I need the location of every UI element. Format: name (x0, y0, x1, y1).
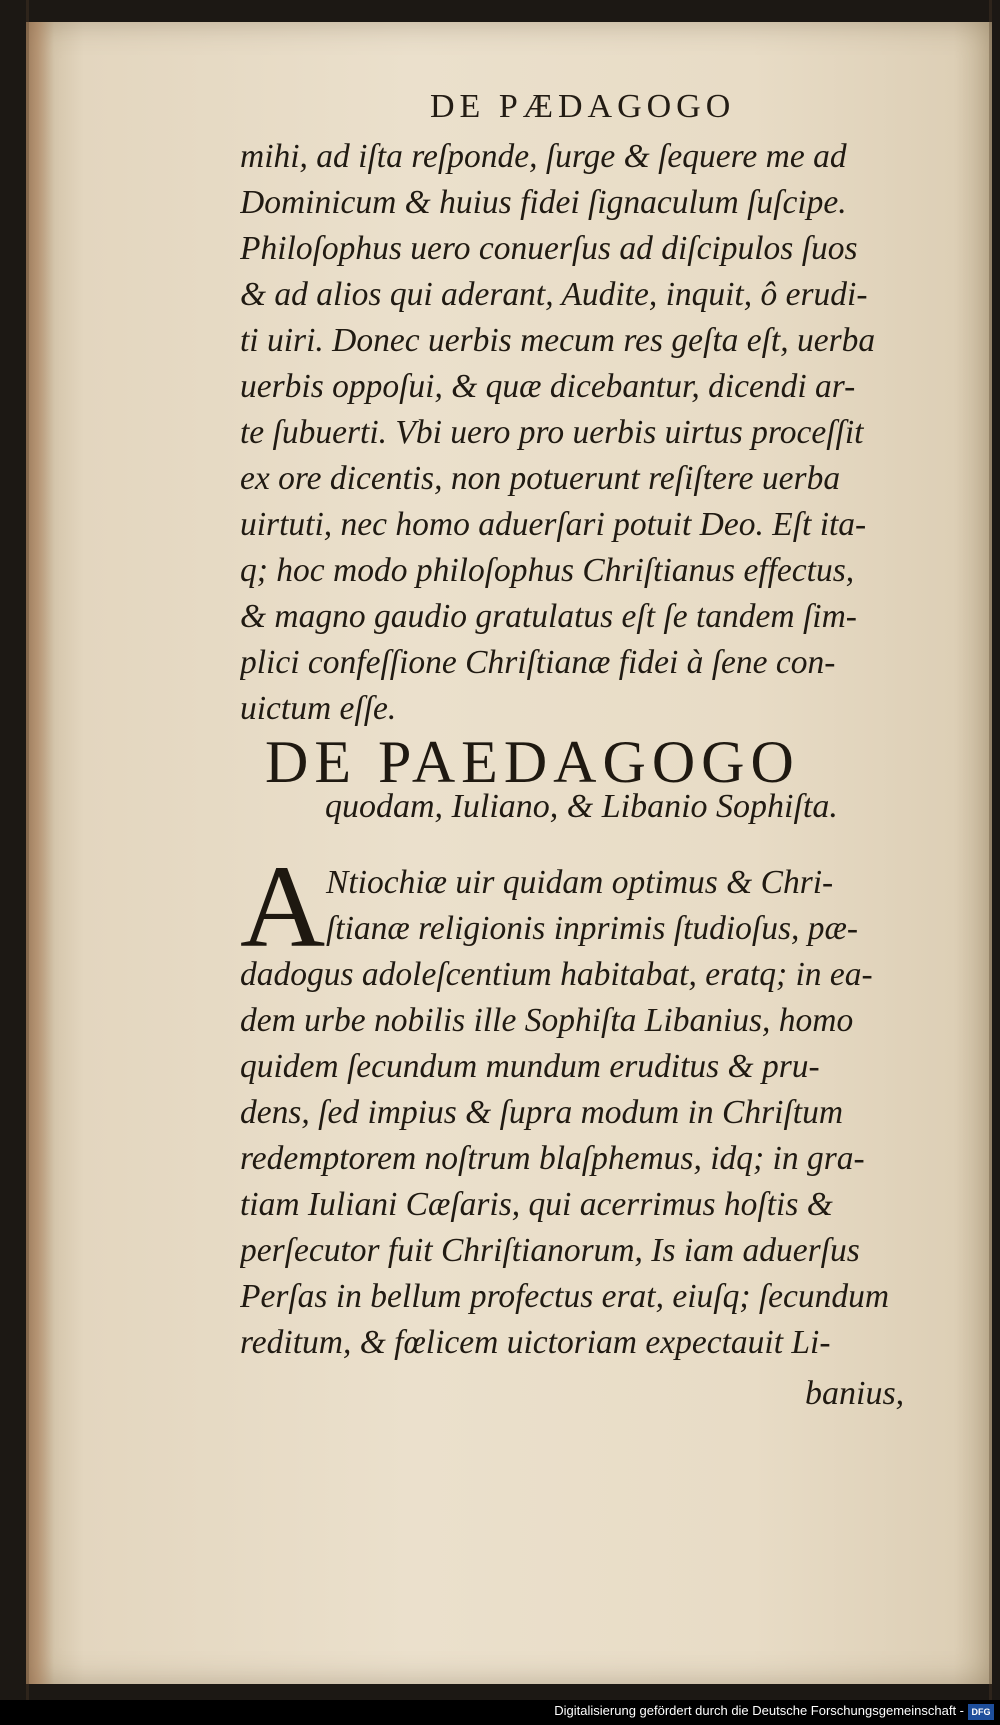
section-title: DE PAEDAGOGO (265, 729, 800, 795)
text-line: Philoſophus uero conuerſus ad diſcipulos ſuos (240, 230, 858, 267)
text-line: ti uiri. Donec uerbis mecum res geſta eſt, uerba (240, 322, 876, 359)
text-line: dem urbe nobilis ille Sophiſta Libanius, homo (240, 1002, 854, 1039)
text-line: ex ore dicentis, non potuerunt reſiſtere uerba (240, 460, 841, 497)
text-line: redemptorem noſtrum blaſphemus, idq; in gra- (240, 1140, 865, 1177)
text-line: tiam Iuliani Cæſaris, qui acerrimus hoſtis & (240, 1186, 833, 1223)
text-line: dadogus adoleſcentium habitabat, eratq; in ea- (240, 956, 873, 993)
top-text-block (240, 134, 940, 732)
text-line: Perſas in bellum profectus erat, eiuſq; ſecundum (240, 1278, 890, 1315)
catchword: banius, (805, 1375, 905, 1412)
digitization-footer (0, 1700, 1000, 1725)
text-line: uerbis oppoſui, & quæ dicebantur, dicendi ar- (240, 368, 856, 405)
text-line: perſecutor fuit Chriſtianorum, Is iam aduerſus (240, 1232, 860, 1269)
text-line: dens, ſed impius & ſupra modum in Chriſtum (240, 1094, 844, 1131)
page-gutter-shadow (26, 22, 54, 1684)
text-line: te ſubuerti. Vbi uero pro uerbis uirtus proceſſit (240, 414, 864, 451)
text-line: Ntiochiæ uir quidam optimus & Chri- (326, 864, 834, 901)
text-line: quidem ſecundum mundum eruditus & pru- (240, 1048, 820, 1085)
body-text-block (240, 860, 940, 1366)
text-line: & ad alios qui aderant, Audite, inquit, ô erudi- (240, 276, 868, 313)
section-subtitle: quodam, Iuliano, & Libanio Sophiſta. (325, 788, 838, 825)
page-right-edge (989, 0, 992, 1725)
text-line: uictum eſſe. (240, 690, 397, 727)
text-line: reditum, & fœlicem uictoriam expectauit Li- (240, 1324, 831, 1361)
text-line: & magno gaudio gratulatus eſt ſe tandem ſim- (240, 598, 857, 635)
text-line: plici confeſſione Chriſtianæ fidei à ſene con- (240, 644, 836, 681)
text-line: Dominicum & huius fidei ſignaculum ſuſcipe. (240, 184, 847, 221)
drop-cap-initial: A (240, 841, 326, 972)
running-head: DE PÆDAGOGO (430, 88, 736, 125)
text-line: q; hoc modo philoſophus Chriſtianus effectus, (240, 552, 855, 589)
dfg-logo: DFG (968, 1704, 994, 1720)
page-left-edge (26, 0, 29, 1725)
text-line: ſtianæ religionis inprimis ſtudioſus, pæ- (326, 910, 859, 947)
text-line: mihi, ad iſta reſponde, ſurge & ſequere me ad (240, 138, 847, 175)
text-line: uirtuti, nec homo aduerſari potuit Deo. Eſt ita- (240, 506, 867, 543)
footer-credit-text: Digitalisierung gefördert durch die Deutsche Forschungsgemeinschaft - (554, 1703, 964, 1718)
